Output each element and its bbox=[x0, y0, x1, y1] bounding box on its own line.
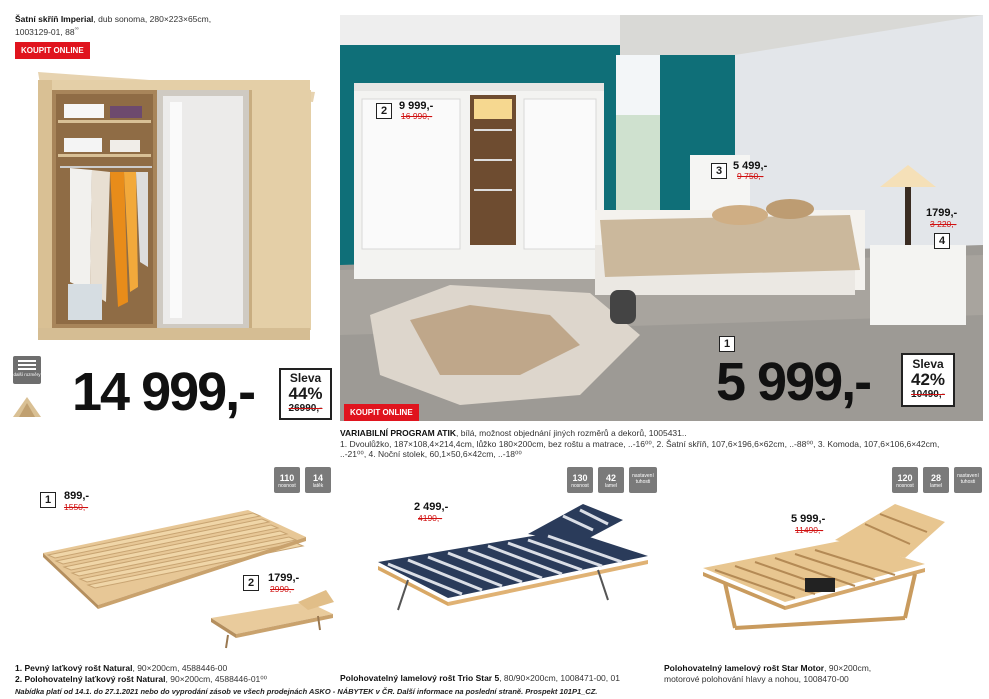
wardrobe-image bbox=[30, 62, 325, 344]
atik-sleva-label: Sleva bbox=[912, 357, 944, 371]
bedroom-photo bbox=[340, 15, 983, 421]
p2-badge-1 bbox=[567, 467, 593, 493]
p3-badge-2-text: lamel bbox=[930, 483, 942, 489]
wardrobe-sleva-badge bbox=[279, 368, 332, 420]
atik-sleva-percent: 42% bbox=[910, 370, 946, 389]
atik-price: 5 999,- bbox=[716, 352, 871, 412]
adjustable-slatted-base-image bbox=[208, 590, 336, 650]
p2-badge-2 bbox=[598, 467, 624, 493]
wood-swatch-icon bbox=[11, 393, 43, 421]
atik-desc-line-2: 1. Dvoulůžko, 187×108,4×214,4cm, lůžko 180×200cm, bez roštu a matrace, ..-16⁰⁰, 2. Šatní skříň, 107,6×196,6×62cm, ..-88⁰⁰, 3. Komoda, 107,6×106,6×42cm, bbox=[340, 438, 940, 449]
p3-badge-1 bbox=[892, 467, 918, 493]
footer-note: Nabídka platí od 14.1. do 27.1.2021 nebo do vyprodání zásob ve všech prodejnách ASKO - NÁBYTEK v ČR. Další informace na poslední straně. Prospekt 101P1_CZ. bbox=[15, 687, 598, 696]
atik-sleva-badge bbox=[901, 353, 955, 407]
p2-rest: , 80/90×200cm, 1008471-00, 01 bbox=[499, 673, 620, 683]
p1-badge-1-num: 110 bbox=[279, 473, 295, 483]
atik-desc-line-3: ..-21⁰⁰, 4. Noční stolek, 60,1×50,6×42cm, ..-18⁰⁰ bbox=[340, 449, 522, 459]
dimensions-icon-label: další rozměry bbox=[13, 372, 41, 377]
p1-caption bbox=[15, 663, 335, 684]
p3-price: 5 999,- bbox=[791, 513, 826, 525]
atik-desc-title: VARIABILNÍ PROGRAM ATIK bbox=[340, 428, 457, 438]
p2-badge-2-text: lamel bbox=[605, 483, 617, 489]
p2-caption bbox=[340, 673, 660, 684]
p2-name: Polohovatelný lamelový rošt Trio Star 5 bbox=[340, 673, 500, 683]
p2-badge-3 bbox=[629, 467, 657, 493]
wardrobe-title: Šatní skříň Imperial bbox=[15, 14, 94, 24]
p2-badge-1-num: 130 bbox=[572, 473, 588, 483]
p3-badge-1-num: 120 bbox=[897, 473, 913, 483]
trio-star-slatted-base-image bbox=[368, 500, 653, 630]
p1-rest-2: , 90×200cm, 4588446-01⁰⁰ bbox=[165, 673, 268, 684]
p1-old-price-1: 1550,- bbox=[64, 502, 89, 512]
p3-badge-2 bbox=[923, 467, 949, 493]
p3-badge-1-text: nosnost bbox=[896, 483, 914, 489]
p2-badge-2-num: 42 bbox=[605, 473, 616, 483]
atik-description bbox=[340, 428, 985, 460]
atik-item-number: 1 bbox=[719, 336, 735, 352]
tag-4-old-price: 3 220,- bbox=[930, 219, 957, 229]
tag-2-number: 2 bbox=[376, 103, 392, 119]
p2-price: 2 499,- bbox=[414, 501, 449, 513]
p3-badge-3-text: nastavení tuhosti bbox=[957, 473, 979, 485]
p3-badge-3 bbox=[954, 467, 982, 493]
tag-3-price: 5 499,- bbox=[733, 160, 768, 172]
star-motor-slatted-base-image bbox=[695, 498, 955, 638]
bedroom-scene bbox=[340, 15, 983, 421]
p2-old-price: 4190,- bbox=[418, 513, 443, 523]
p1-old-price-2: 2990,- bbox=[270, 584, 295, 594]
wardrobe-desc-2: 1003129-01, 88 bbox=[15, 26, 75, 37]
wardrobe-sleva-percent: 44% bbox=[288, 384, 323, 403]
atik-desc-rest: , bílá, možnost objednání jiných rozměrů a dekorů, 1005431.. bbox=[456, 428, 687, 438]
p1-name-1: 1. Pevný laťkový rošt Natural bbox=[15, 663, 133, 673]
p1-rest-1: , 90×200cm, 4588446-00 bbox=[132, 663, 228, 673]
p1-badge-2-text: latěk bbox=[312, 483, 324, 489]
p3-rest-2: motorové polohování hlavy a nohou, 1008470-00 bbox=[664, 673, 849, 684]
tag-2-price: 9 999,- bbox=[399, 100, 434, 112]
atik-buy-online-button[interactable]: KOUPIT ONLINE bbox=[344, 404, 419, 421]
p3-rest: , 90×200cm, bbox=[824, 663, 872, 673]
p1-badge-2-num: 14 bbox=[312, 473, 323, 483]
p1-badge-1 bbox=[274, 467, 300, 493]
tag-3-number: 3 bbox=[711, 163, 727, 179]
p3-old-price: 11490,- bbox=[795, 525, 824, 535]
p2-badge-1-text: nosnost bbox=[571, 483, 589, 489]
wardrobe-desc-sup: ⁰⁰ bbox=[74, 26, 79, 33]
dimensions-icon bbox=[13, 356, 41, 384]
wardrobe-desc-1: , dub sonoma, 280×223×65cm, bbox=[93, 14, 212, 24]
p3-badge-2-num: 28 bbox=[930, 473, 941, 483]
p1-badge-2 bbox=[305, 467, 331, 493]
p1-number-2: 2 bbox=[243, 575, 259, 591]
wardrobe-price: 14 999,- bbox=[72, 362, 255, 422]
tag-3-old-price: 9 750,- bbox=[737, 171, 764, 181]
p2-badge-3-text: nastavení tuhosti bbox=[632, 473, 654, 485]
wardrobe-buy-online-button[interactable]: KOUPIT ONLINE bbox=[15, 42, 90, 59]
p3-caption bbox=[664, 663, 984, 684]
p1-badge-1-text: nosnost bbox=[278, 483, 296, 489]
p1-name-2: 2. Polohovatelný laťkový rošt Natural bbox=[15, 673, 166, 684]
wardrobe-old-price: 26990,- bbox=[288, 403, 323, 414]
p1-price-2: 1799,- bbox=[268, 572, 300, 584]
atik-buy-online-wrap bbox=[344, 402, 419, 421]
wardrobe-sleva-label: Sleva bbox=[289, 371, 322, 385]
p3-name: Polohovatelný lamelový rošt Star Motor bbox=[664, 663, 825, 673]
p1-number-1: 1 bbox=[40, 492, 56, 508]
atik-old-price: 10490,- bbox=[911, 389, 945, 400]
tag-4-price: 1799,- bbox=[926, 207, 958, 219]
tag-4-number: 4 bbox=[934, 233, 950, 249]
p1-price-1: 899,- bbox=[64, 490, 90, 502]
wardrobe-caption bbox=[15, 14, 335, 59]
tag-2-old-price: 16 990,- bbox=[401, 111, 433, 121]
